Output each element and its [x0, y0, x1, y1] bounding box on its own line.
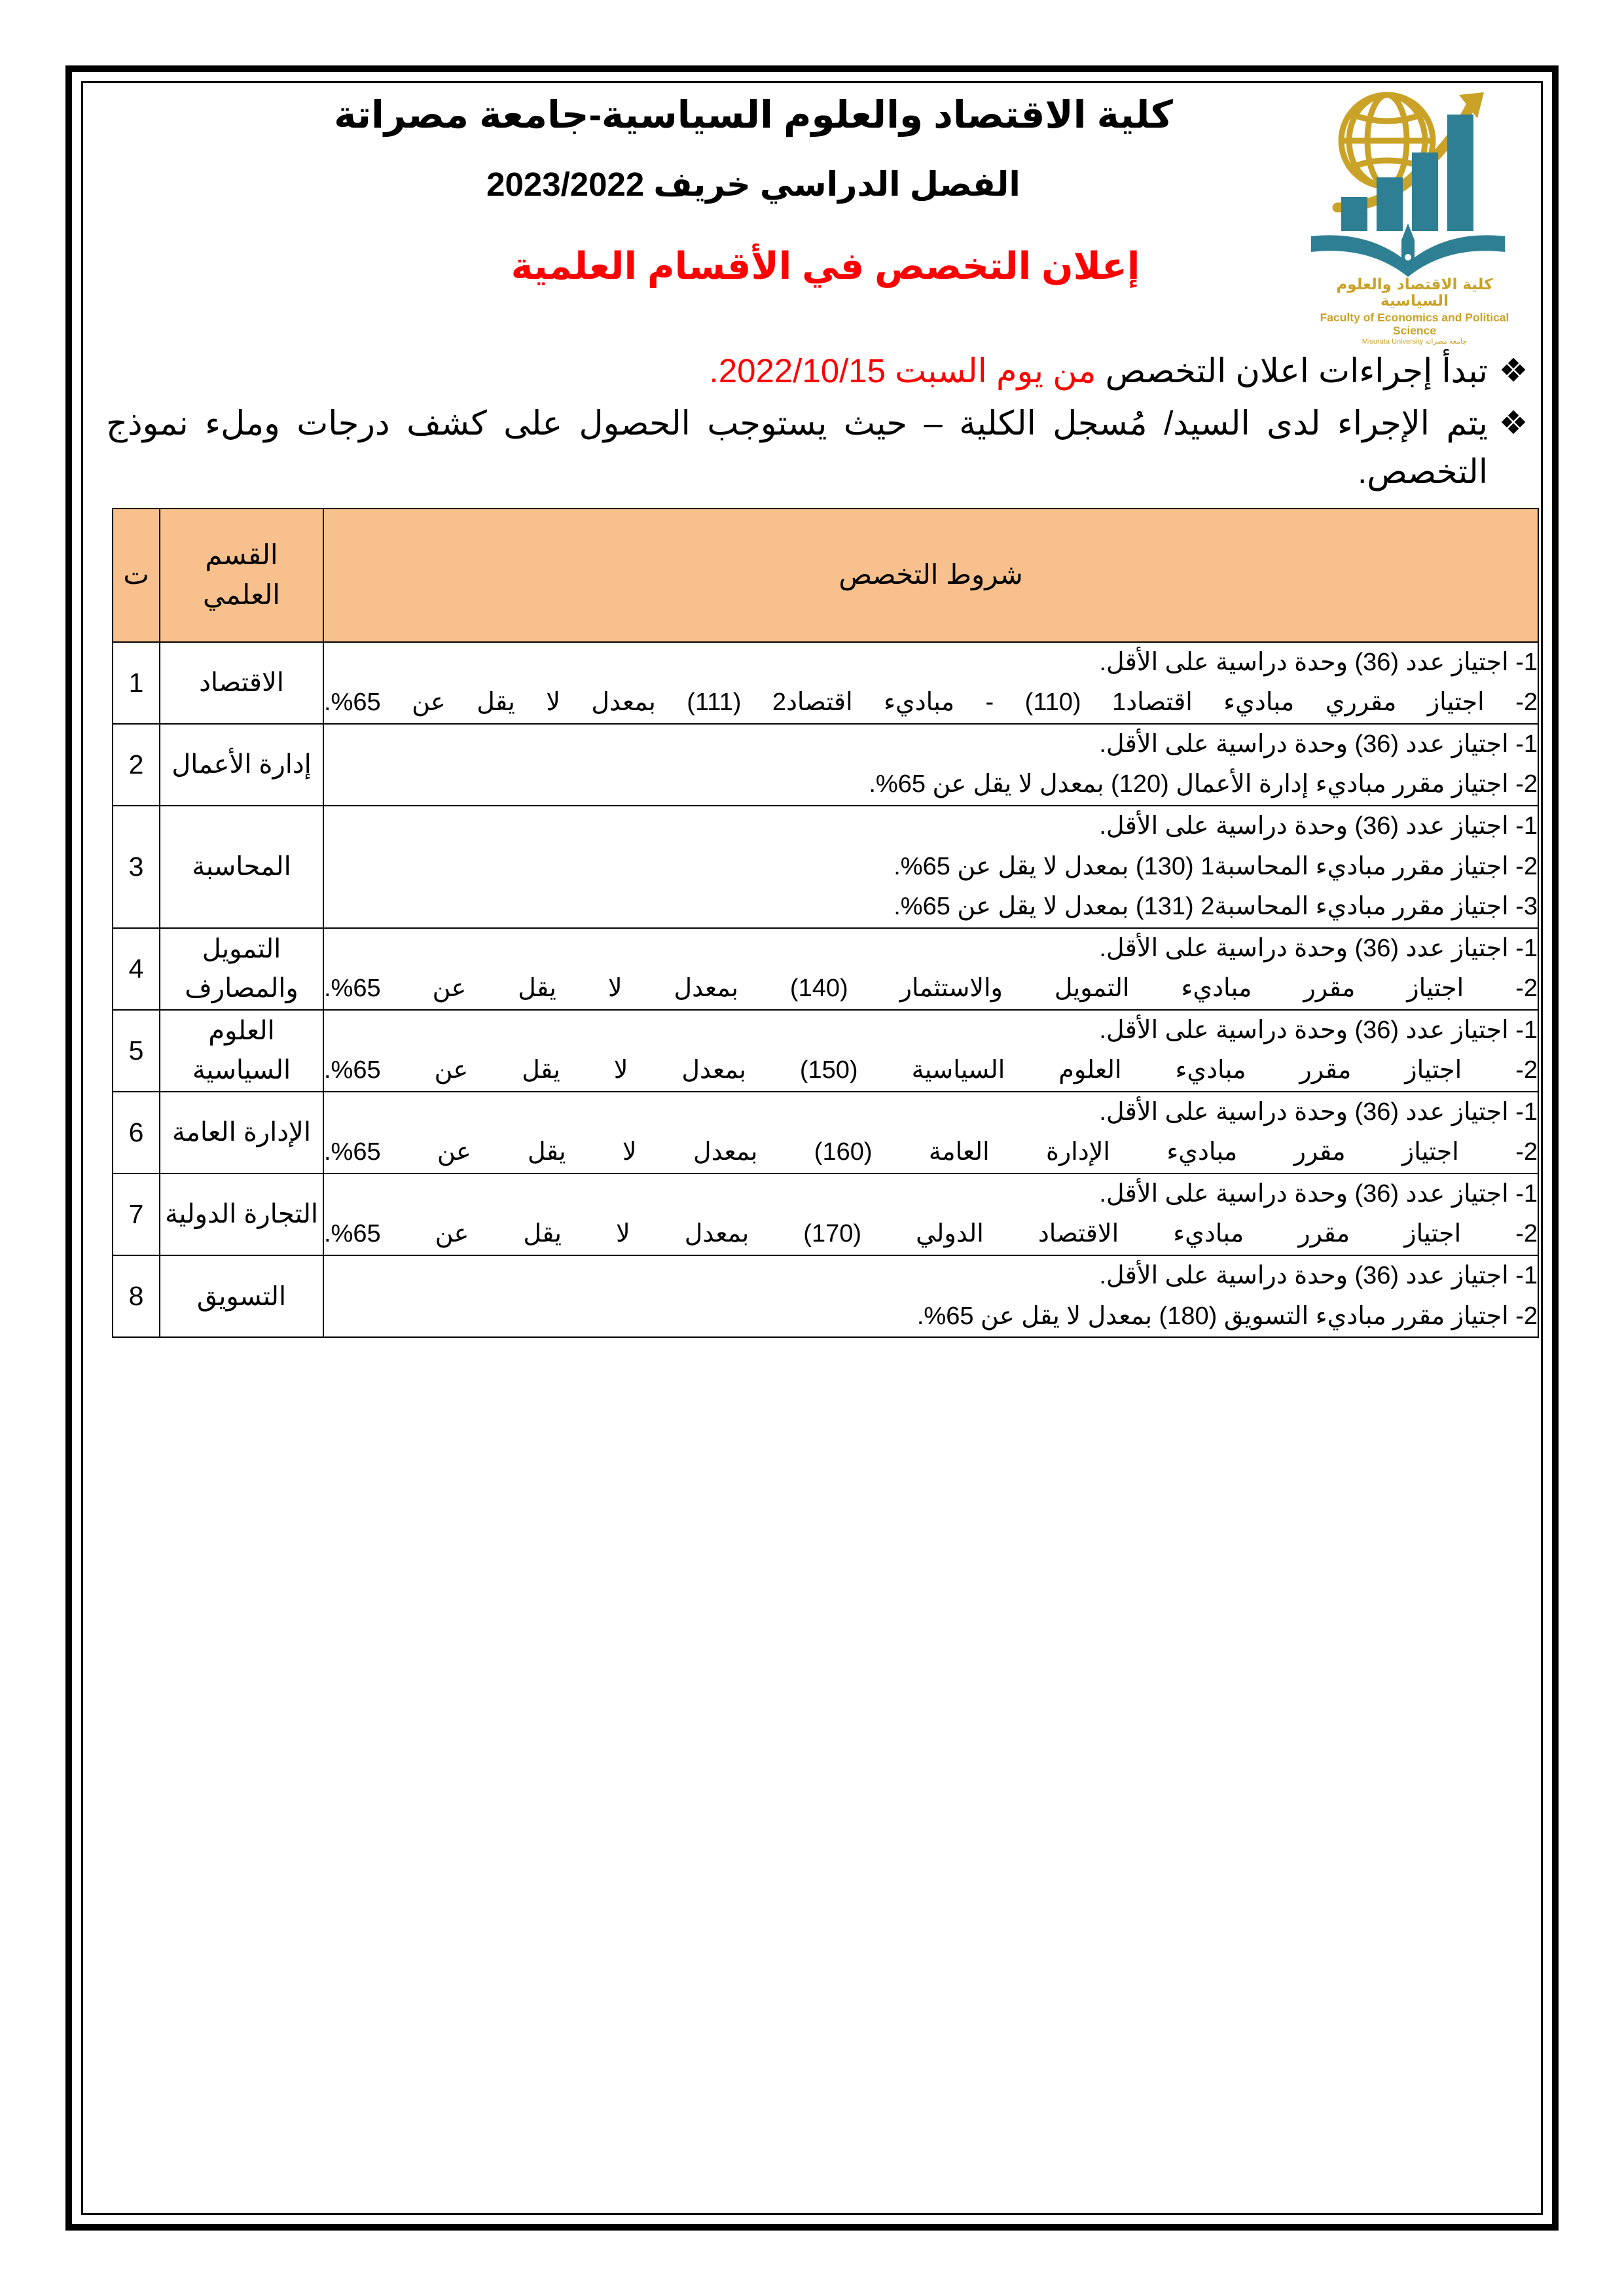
condition-line: 2- اجتياز مقرر مباديء العلوم السياسية (150) بمعدل لا يقل عن 65%. [324, 1056, 1538, 1085]
faculty-logo [1303, 69, 1526, 346]
table-row [113, 1010, 1538, 1092]
bullet-1-red-date: من يوم السبت 2022/10/15. [709, 352, 1096, 389]
condition-line: 2- اجتياز مقرر مباديء المحاسبة1 (130) بمعدل لا يقل عن 65%. [893, 852, 1538, 880]
cell-conditions [323, 1174, 1538, 1255]
notice-bullet-list [85, 347, 1539, 496]
cell-index: 7 [113, 1174, 160, 1255]
condition-line: 1- اجتياز عدد (36) وحدة دراسية على الأقل. [1099, 934, 1538, 962]
cell-index: 6 [113, 1092, 160, 1174]
condition-line: 1- اجتياز عدد (36) وحدة دراسية على الأقل. [1099, 648, 1538, 676]
cell-department: التجارة الدولية [160, 1174, 323, 1255]
condition-line: 2- اجتياز مقرري مباديء اقتصاد1 (110) - مباديء اقتصاد2 (111) بمعدل لا يقل عن 65%. [324, 689, 1538, 717]
cell-index: 5 [113, 1010, 160, 1092]
table-row [113, 724, 1538, 806]
cell-department: المحاسبة [160, 806, 323, 928]
cell-department: التمويل والمصارف [160, 928, 323, 1010]
cell-index: 4 [113, 928, 160, 1010]
table-head [113, 509, 1538, 642]
logo-caption-english: Faculty of Economics and Political Science [1320, 310, 1509, 337]
diamond-bullet-icon: ❖ [1498, 351, 1528, 389]
bullet-item-1-text [85, 347, 1488, 395]
condition-line: 1- اجتياز عدد (36) وحدة دراسية على الأقل. [1099, 1262, 1538, 1290]
document-header [85, 65, 1539, 346]
cell-conditions [323, 642, 1538, 724]
cell-index: 2 [113, 724, 160, 806]
cell-department: التسويق [160, 1255, 323, 1337]
condition-line: 1- اجتياز عدد (36) وحدة دراسية على الأقل. [1099, 1179, 1538, 1208]
bullet-1-black-text: تبدأ إجراءات اعلان التخصص [1096, 352, 1488, 389]
condition-line: 2- اجتياز مقرر مباديء الإدارة العامة (160) بمعدل لا يقل عن 65%. [324, 1138, 1538, 1166]
cell-conditions [323, 928, 1538, 1010]
logo-caption-university: جامعة مصراتة Misurata University [1362, 337, 1468, 346]
specialization-requirements-table [112, 508, 1539, 1338]
condition-line: 1- اجتياز عدد (36) وحدة دراسية على الأقل. [1099, 1016, 1538, 1044]
cell-index: 3 [113, 806, 160, 928]
cell-department: إدارة الأعمال [160, 724, 323, 806]
condition-line: 1- اجتياز عدد (36) وحدة دراسية على الأقل. [1099, 1098, 1538, 1126]
cell-department: الاقتصاد [160, 642, 323, 724]
table-row [113, 1255, 1538, 1337]
table-body [113, 642, 1538, 1337]
bullet-item-2 [85, 399, 1539, 496]
column-header-index: ت [113, 509, 160, 642]
cell-conditions [323, 1010, 1538, 1092]
semester-title: الفصل الدراسي خريف 2023/2022 [486, 166, 1020, 203]
condition-line: 1- اجتياز عدد (36) وحدة دراسية على الأقل. [1099, 812, 1538, 840]
condition-line: 2- اجتياز مقرر مباديء الاقتصاد الدولي (170) بمعدل لا يقل عن 65%. [324, 1220, 1538, 1248]
announcement-title: إعلان التخصص في الأقسام العلمية [511, 245, 1140, 287]
logo-caption-arabic: كلية الاقتصاد والعلوم السياسية [1336, 276, 1493, 310]
faculty-title: كلية الاقتصاد والعلوم السياسية-جامعة مصراتة [334, 94, 1173, 136]
bullet-item-2-text: يتم الإجراء لدى السيد/ مُسجل الكلية – حيث يستوجب الحصول على كشف درجات وملء نموذج التخصص. [106, 404, 1488, 490]
cell-index: 8 [113, 1255, 160, 1337]
column-header-conditions: شروط التخصص [323, 509, 1538, 642]
cell-conditions [323, 806, 1538, 928]
table-header-row [113, 509, 1538, 642]
document-content [85, 65, 1539, 2231]
cell-conditions [323, 1092, 1538, 1174]
cell-department: الإدارة العامة [160, 1092, 323, 1174]
table-row [113, 928, 1538, 1010]
cell-conditions [323, 1255, 1538, 1337]
condition-line: 2- اجتياز مقرر مباديء إدارة الأعمال (120) بمعدل لا يقل عن 65%. [869, 770, 1538, 798]
condition-line: 2- اجتياز مقرر مباديء التمويل والاستثمار (140) بمعدل لا يقل عن 65%. [324, 975, 1538, 1003]
diamond-bullet-icon: ❖ [1498, 403, 1528, 442]
bullet-item-1 [85, 347, 1539, 395]
cell-department: العلوم السياسية [160, 1010, 323, 1092]
column-header-department: القسم العلمي [160, 509, 323, 642]
cell-conditions [323, 724, 1538, 806]
condition-line: 1- اجتياز عدد (36) وحدة دراسية على الأقل. [1099, 730, 1538, 758]
cell-index: 1 [113, 642, 160, 724]
condition-line: 2- اجتياز مقرر مباديء التسويق (180) بمعدل لا يقل عن 65%. [916, 1302, 1538, 1330]
table-row [113, 1174, 1538, 1255]
condition-line: 3- اجتياز مقرر مباديء المحاسبة2 (131) بمعدل لا يقل عن 65%. [893, 893, 1538, 921]
table-row [113, 642, 1538, 724]
table-row [113, 1092, 1538, 1174]
table-row [113, 806, 1538, 928]
